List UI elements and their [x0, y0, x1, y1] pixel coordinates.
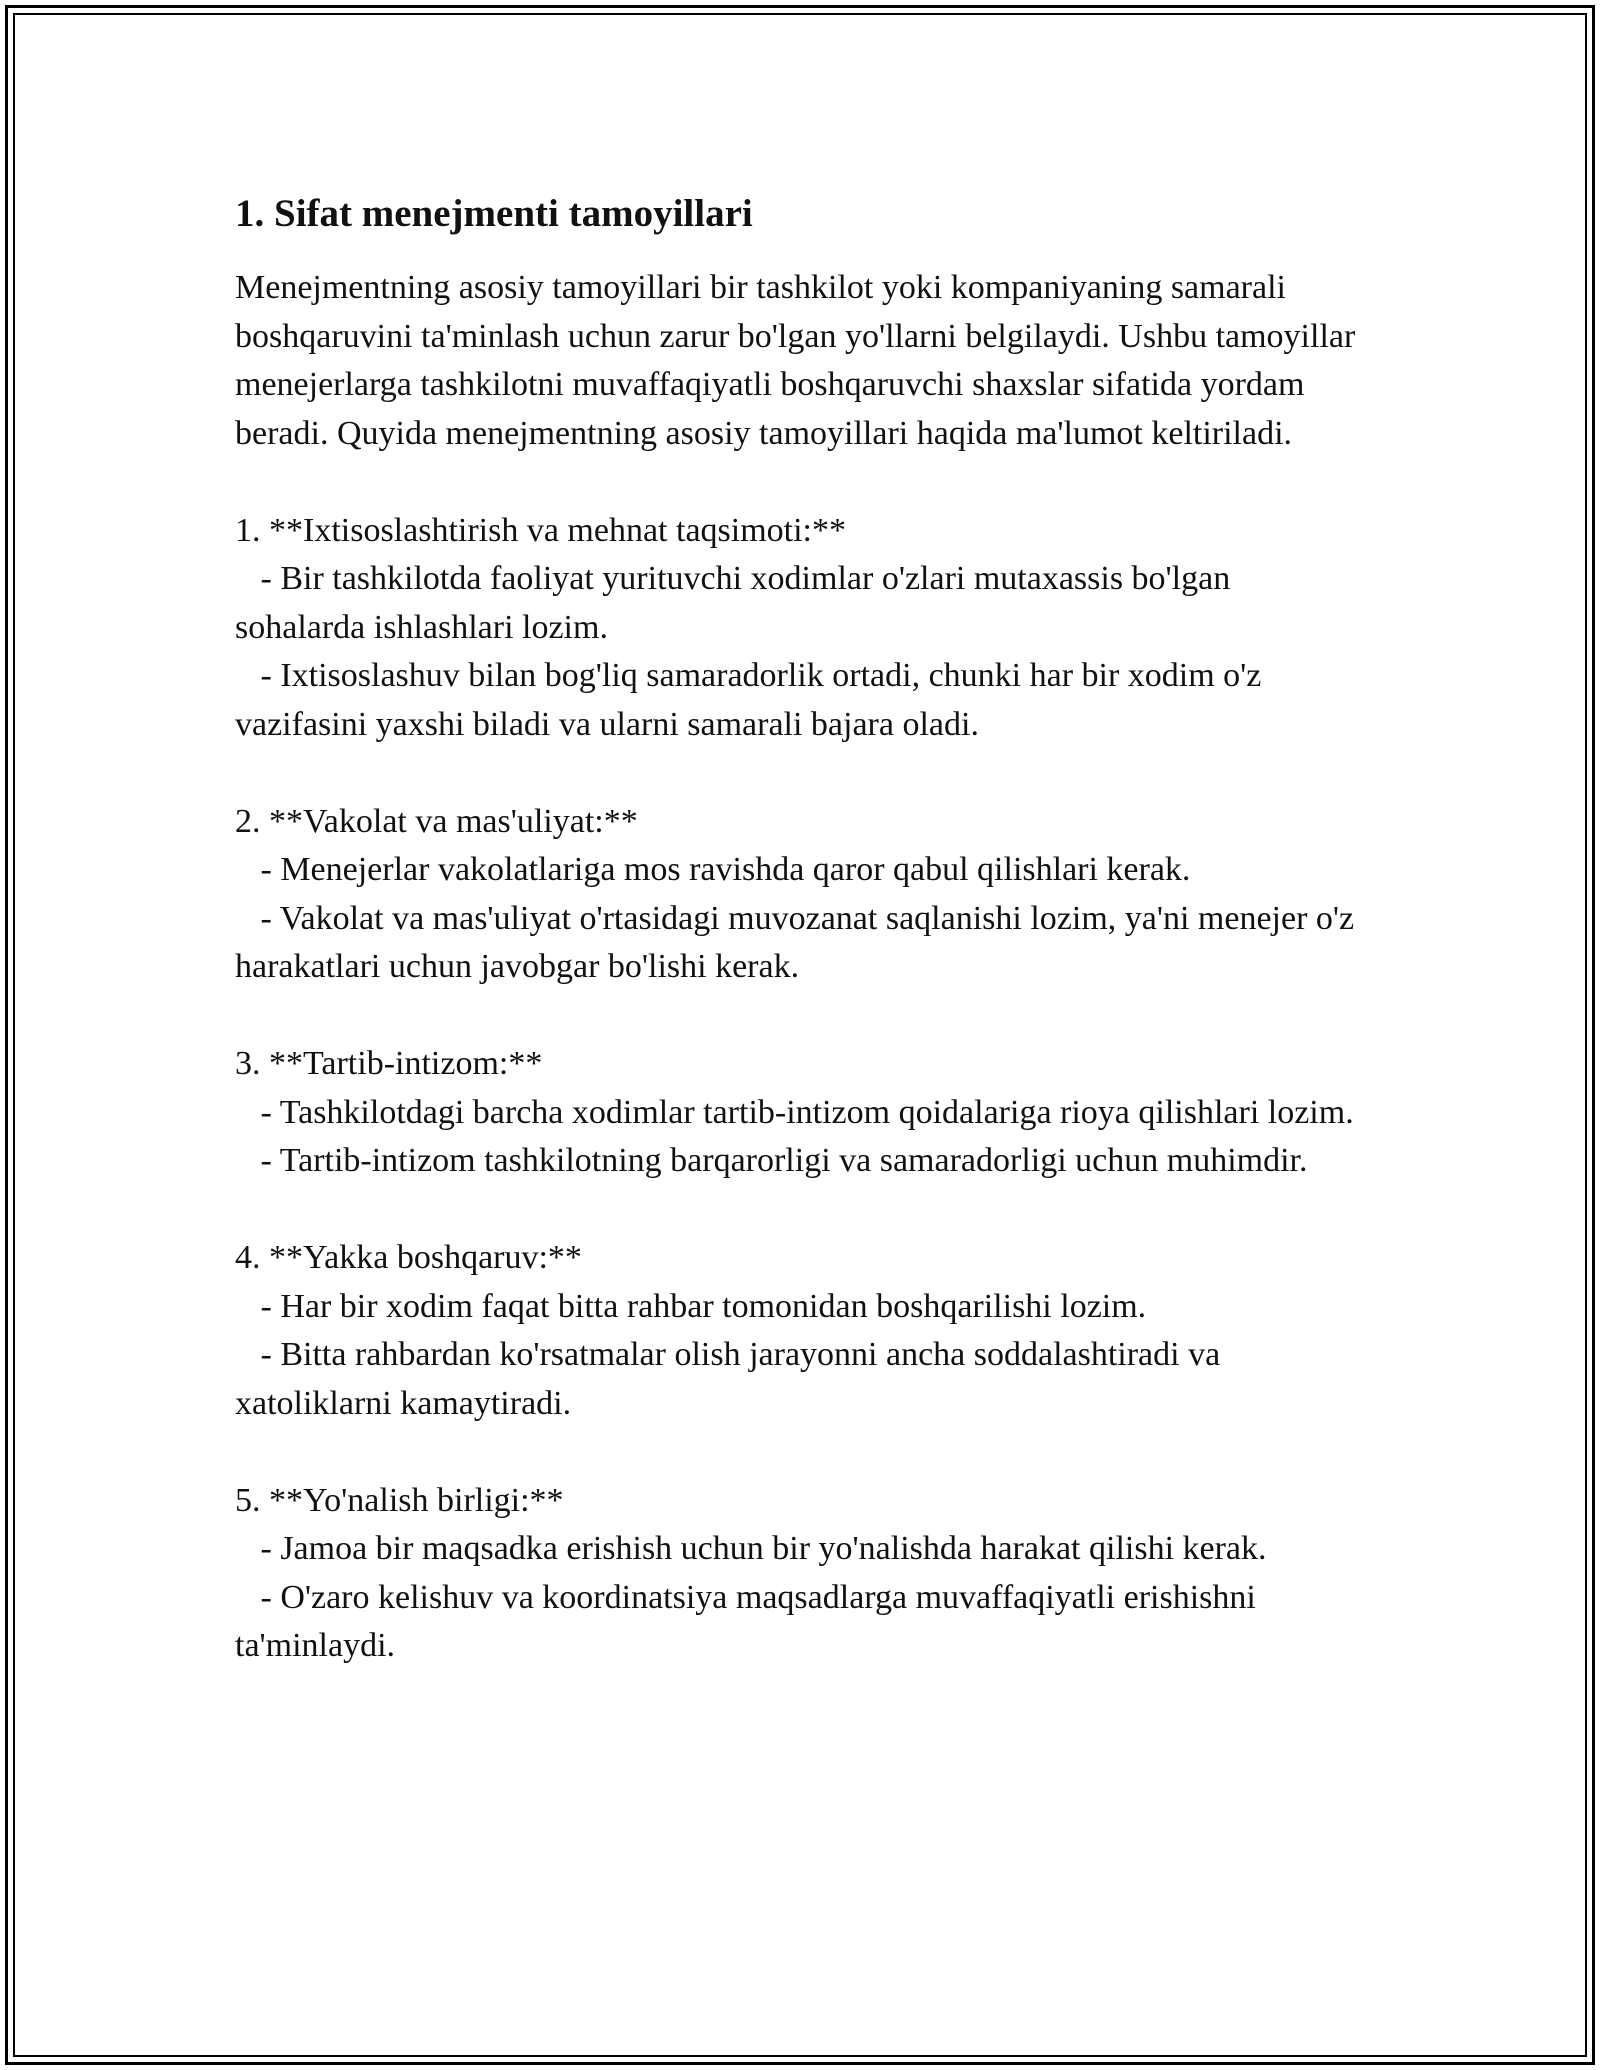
section-gap	[235, 1186, 1365, 1235]
section-gap	[235, 458, 1365, 507]
section-heading: 5. **Yo'nalish birligi:**	[235, 1481, 564, 1519]
section-bullet: - Bitta rahbardan ko'rsatmalar olish jarayonni ancha soddalashtiradi va xatoliklarni kamaytiradi.	[235, 1336, 1229, 1422]
section-gap	[235, 992, 1365, 1041]
document-body	[235, 188, 1365, 1671]
document-title: 1. Sifat menejmenti tamoyillari	[235, 192, 753, 235]
section-bullet: - Jamoa bir maqsadka erishish uchun bir yo'nalishda harakat qilishi kerak.	[235, 1530, 1267, 1567]
section-bullet: - Tashkilotdagi barcha xodimlar tartib-intizom qoidalariga rioya qilishlari lozim.	[235, 1093, 1354, 1131]
section-2	[235, 798, 1365, 992]
section-bullet: - Har bir xodim faqat bitta rahbar tomonidan boshqarilishi lozim.	[235, 1287, 1147, 1325]
section-bullet: - Ixtisoslashuv bilan bog'liq samaradorlik ortadi, chunki har bir xodim o'z vazifasini yaxshi biladi va ularni samarali bajara oladi.	[235, 657, 1270, 743]
section-heading: 4. **Yakka boshqaruv:**	[235, 1239, 582, 1276]
section-bullet: - O'zaro kelishuv va koordinatsiya maqsadlarga muvaffaqiyatli erishishni ta'minlaydi.	[235, 1578, 1265, 1664]
section-4	[235, 1234, 1365, 1428]
section-gap	[235, 1428, 1365, 1477]
section-bullet: - Tartib-intizom tashkilotning barqarorligi va samaradorligi uchun muhimdir.	[235, 1142, 1308, 1179]
intro-paragraph: Menejmentning asosiy tamoyillari bir tashkilot yoki kompaniyaning samarali boshqaruvini ta'minlash uchun zarur bo'lgan yo'llarni belgilaydi. Ushbu tamoyillar menejerlarga tashkilotni muvaffaqiyatli boshqaruvchi shaxslar sifatida yordam beradi. Quyida menejmentning asosiy tamoyillari haqida ma'lumot keltiriladi.	[235, 269, 1364, 452]
section-heading: 2. **Vakolat va mas'uliyat:**	[235, 802, 638, 840]
section-3	[235, 1040, 1365, 1186]
section-1	[235, 507, 1365, 750]
section-heading: 1. **Ixtisoslashtirish va mehnat taqsimoti:**	[235, 511, 847, 549]
section-bullet: - Menejerlar vakolatlariga mos ravishda qaror qabul qilishlari kerak.	[235, 851, 1191, 888]
section-gap	[235, 749, 1365, 798]
section-5	[235, 1477, 1365, 1671]
section-heading: 3. **Tartib-intizom:**	[235, 1045, 543, 1082]
section-bullet: - Vakolat va mas'uliyat o'rtasidagi muvozanat saqlanishi lozim, ya'ni menejer o'z harakatlari uchun javobgar bo'lishi kerak.	[235, 899, 1363, 985]
section-bullet: - Bir tashkilotda faoliyat yurituvchi xodimlar o'zlari mutaxassis bo'lgan sohalarda ishlashlari lozim.	[235, 560, 1239, 646]
